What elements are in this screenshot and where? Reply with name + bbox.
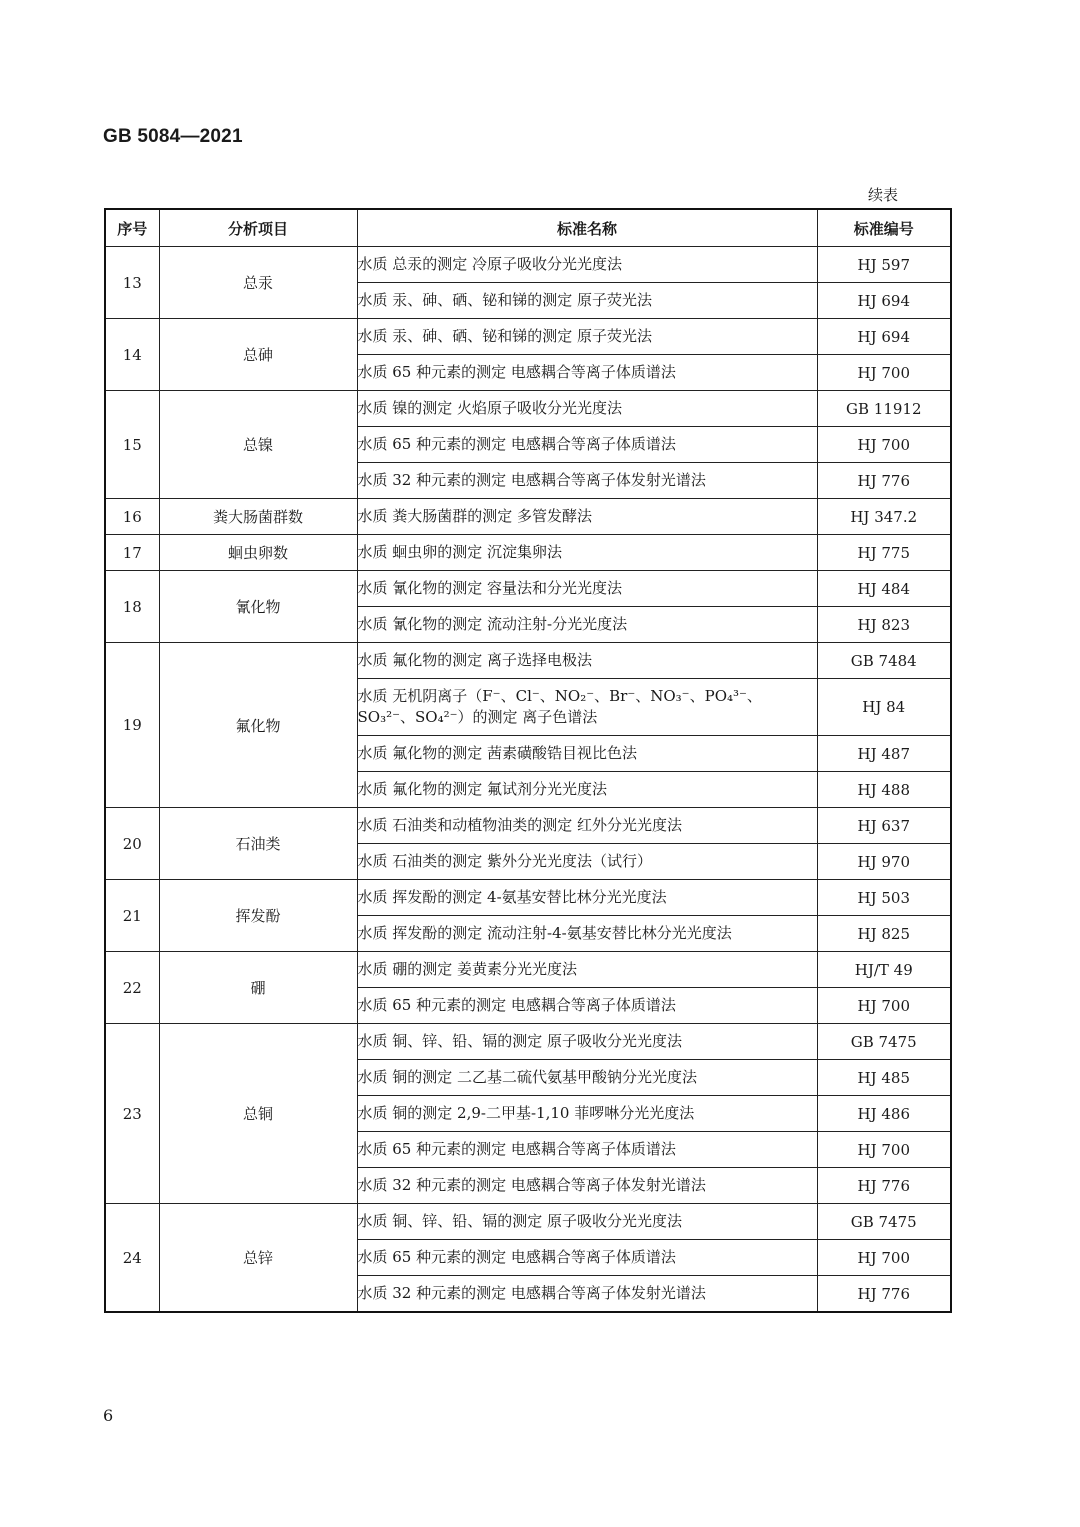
cell-standard-name: 水质 铜、锌、铅、镉的测定 原子吸收分光光度法 [357, 1204, 817, 1240]
cell-standard-code: HJ/T 49 [817, 952, 951, 988]
table-row [105, 1024, 951, 1060]
cell-serial-number: 21 [105, 880, 159, 952]
continued-label: 续表 [868, 186, 899, 204]
cell-analysis-item: 总铜 [159, 1024, 357, 1204]
cell-standard-code: HJ 700 [817, 355, 951, 391]
cell-standard-name: 水质 65 种元素的测定 电感耦合等离子体质谱法 [357, 1240, 817, 1276]
cell-standard-code: HJ 700 [817, 1240, 951, 1276]
cell-standard-name: 水质 总汞的测定 冷原子吸收分光光度法 [357, 247, 817, 283]
cell-standard-name: 水质 氟化物的测定 茜素磺酸锆目视比色法 [357, 736, 817, 772]
table-body [105, 247, 951, 1313]
cell-standard-code: HJ 775 [817, 535, 951, 571]
cell-standard-code: HJ 776 [817, 463, 951, 499]
cell-standard-code: HJ 486 [817, 1096, 951, 1132]
cell-analysis-item: 总镍 [159, 391, 357, 499]
cell-standard-name: 水质 32 种元素的测定 电感耦合等离子体发射光谱法 [357, 1168, 817, 1204]
cell-standard-name: 水质 铜的测定 二乙基二硫代氨基甲酸钠分光光度法 [357, 1060, 817, 1096]
cell-analysis-item: 氟化物 [159, 643, 357, 808]
cell-standard-code: HJ 347.2 [817, 499, 951, 535]
column-header-no: 序号 [105, 209, 159, 247]
cell-standard-name: 水质 粪大肠菌群的测定 多管发酵法 [357, 499, 817, 535]
cell-standard-name: 水质 32 种元素的测定 电感耦合等离子体发射光谱法 [357, 1276, 817, 1313]
cell-standard-code: GB 7475 [817, 1204, 951, 1240]
cell-standard-name: 水质 挥发酚的测定 4-氨基安替比林分光光度法 [357, 880, 817, 916]
cell-standard-code: HJ 700 [817, 427, 951, 463]
cell-analysis-item: 石油类 [159, 808, 357, 880]
cell-standard-name: 水质 无机阴离子（F⁻、Cl⁻、NO₂⁻、Br⁻、NO₃⁻、PO₄³⁻、SO₃²⁻、SO₄²⁻）的测定 离子色谱法 [357, 679, 817, 736]
table-row [105, 1204, 951, 1240]
cell-analysis-item: 总汞 [159, 247, 357, 319]
cell-standard-code: HJ 84 [817, 679, 951, 736]
cell-standard-code: GB 7475 [817, 1024, 951, 1060]
cell-analysis-item: 蛔虫卵数 [159, 535, 357, 571]
cell-standard-name: 水质 65 种元素的测定 电感耦合等离子体质谱法 [357, 1132, 817, 1168]
table-header-row [105, 209, 951, 247]
cell-standard-name: 水质 石油类的测定 紫外分光光度法（试行） [357, 844, 817, 880]
table-row [105, 643, 951, 679]
cell-standard-code: HJ 597 [817, 247, 951, 283]
column-header-standard-name: 标准名称 [357, 209, 817, 247]
cell-standard-code: HJ 485 [817, 1060, 951, 1096]
table-row [105, 391, 951, 427]
cell-standard-name: 水质 石油类和动植物油类的测定 红外分光光度法 [357, 808, 817, 844]
cell-standard-name: 水质 汞、砷、硒、铋和锑的测定 原子荧光法 [357, 319, 817, 355]
table-row [105, 535, 951, 571]
cell-standard-code: GB 7484 [817, 643, 951, 679]
cell-standard-code: GB 11912 [817, 391, 951, 427]
cell-serial-number: 20 [105, 808, 159, 880]
cell-standard-name: 水质 镍的测定 火焰原子吸收分光光度法 [357, 391, 817, 427]
cell-analysis-item: 总砷 [159, 319, 357, 391]
cell-serial-number: 13 [105, 247, 159, 319]
cell-standard-code: HJ 484 [817, 571, 951, 607]
cell-standard-name: 水质 氰化物的测定 容量法和分光光度法 [357, 571, 817, 607]
cell-standard-code: HJ 825 [817, 916, 951, 952]
cell-standard-code: HJ 487 [817, 736, 951, 772]
cell-standard-name: 水质 65 种元素的测定 电感耦合等离子体质谱法 [357, 427, 817, 463]
cell-analysis-item: 挥发酚 [159, 880, 357, 952]
cell-serial-number: 16 [105, 499, 159, 535]
cell-standard-code: HJ 823 [817, 607, 951, 643]
cell-analysis-item: 总锌 [159, 1204, 357, 1313]
cell-standard-code: HJ 970 [817, 844, 951, 880]
column-header-standard-code: 标准编号 [817, 209, 951, 247]
cell-serial-number: 18 [105, 571, 159, 643]
cell-serial-number: 23 [105, 1024, 159, 1204]
table-row [105, 571, 951, 607]
cell-standard-name: 水质 铜、锌、铅、镉的测定 原子吸收分光光度法 [357, 1024, 817, 1060]
cell-standard-name: 水质 32 种元素的测定 电感耦合等离子体发射光谱法 [357, 463, 817, 499]
cell-standard-name: 水质 65 种元素的测定 电感耦合等离子体质谱法 [357, 355, 817, 391]
document-code: GB 5084—2021 [103, 126, 243, 147]
cell-standard-name: 水质 氰化物的测定 流动注射-分光光度法 [357, 607, 817, 643]
table-row [105, 808, 951, 844]
cell-standard-code: HJ 488 [817, 772, 951, 808]
cell-analysis-item: 粪大肠菌群数 [159, 499, 357, 535]
cell-standard-name: 水质 65 种元素的测定 电感耦合等离子体质谱法 [357, 988, 817, 1024]
table-row [105, 319, 951, 355]
cell-standard-name: 水质 氟化物的测定 氟试剂分光光度法 [357, 772, 817, 808]
cell-serial-number: 22 [105, 952, 159, 1024]
cell-standard-code: HJ 776 [817, 1168, 951, 1204]
cell-standard-code: HJ 700 [817, 1132, 951, 1168]
table-row [105, 952, 951, 988]
cell-serial-number: 14 [105, 319, 159, 391]
cell-standard-code: HJ 637 [817, 808, 951, 844]
table-row [105, 880, 951, 916]
cell-serial-number: 19 [105, 643, 159, 808]
cell-standard-name: 水质 汞、砷、硒、铋和锑的测定 原子荧光法 [357, 283, 817, 319]
cell-standard-name: 水质 挥发酚的测定 流动注射-4-氨基安替比林分光光度法 [357, 916, 817, 952]
table-row [105, 499, 951, 535]
cell-standard-code: HJ 694 [817, 319, 951, 355]
cell-standard-name: 水质 铜的测定 2,9-二甲基-1,10 菲啰啉分光光度法 [357, 1096, 817, 1132]
cell-standard-code: HJ 700 [817, 988, 951, 1024]
standards-table [104, 208, 952, 1313]
cell-analysis-item: 氰化物 [159, 571, 357, 643]
cell-standard-name: 水质 硼的测定 姜黄素分光光度法 [357, 952, 817, 988]
cell-standard-name: 水质 氟化物的测定 离子选择电极法 [357, 643, 817, 679]
cell-serial-number: 24 [105, 1204, 159, 1313]
cell-serial-number: 15 [105, 391, 159, 499]
cell-standard-code: HJ 776 [817, 1276, 951, 1313]
cell-serial-number: 17 [105, 535, 159, 571]
cell-analysis-item: 硼 [159, 952, 357, 1024]
cell-standard-code: HJ 503 [817, 880, 951, 916]
table-row [105, 247, 951, 283]
cell-standard-name: 水质 蛔虫卵的测定 沉淀集卵法 [357, 535, 817, 571]
column-header-item: 分析项目 [159, 209, 357, 247]
page-number: 6 [103, 1406, 114, 1425]
cell-standard-code: HJ 694 [817, 283, 951, 319]
